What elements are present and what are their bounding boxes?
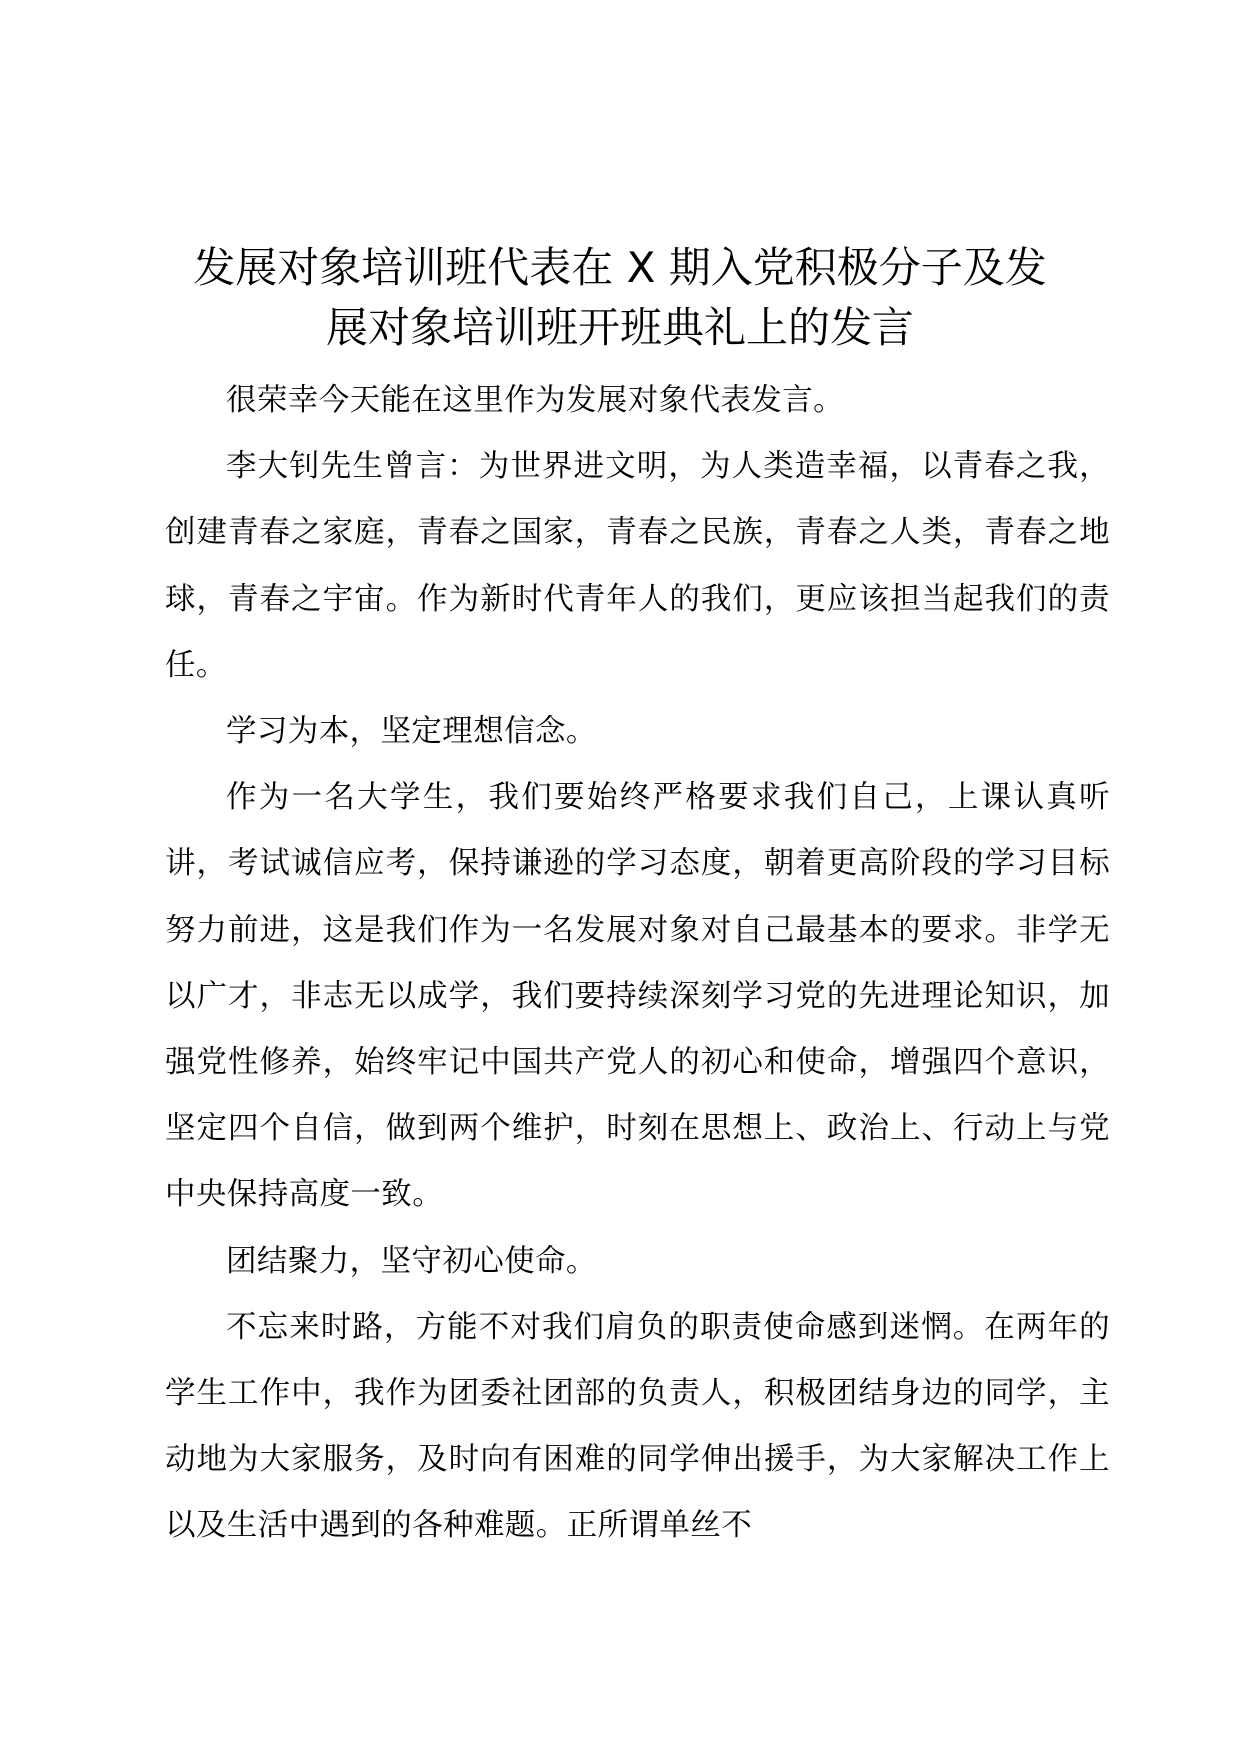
paragraph-study: 作为一名大学生，我们要始终严格要求我们自己，上课认真听讲，考试诚信应考，保持谦逊的学习态度，朝着更高阶段的学习目标努力前进，这是我们作为一名发展对象对自己最基本的要求。非学无以广才，非志无以成学，我们要持续深刻学习党的先进理论知识，加强党性修养，始终牢记中国共产党人的初心和使命，增强四个意识，坚定四个自信，做到两个维护，时刻在思想上、政治上、行动上与党中央保持高度一致。	[165, 780, 1110, 1213]
document-title	[150, 238, 1090, 358]
title-line-1: 发展对象培训班代表在 X 期入党积极分子及发	[193, 243, 1047, 292]
paragraph-heading-study: 学习为本，坚定理想信念。	[226, 714, 597, 750]
paragraph-opening: 很荣幸今天能在这里作为发展对象代表发言。	[226, 383, 844, 418]
paragraph-heading-unity: 团结聚力，坚守初心使命。	[226, 1243, 597, 1279]
document-body	[165, 368, 1110, 1560]
paragraph-quote: 李大钊先生曾言：为世界进文明，为人类造幸福，以青春之我，创建青春之家庭，青春之国家，青春之民族，青春之人类，青春之地球，青春之宇宙。作为新时代青年人的我们，更应该担当起我们的责任。	[165, 449, 1110, 683]
title-line-2: 展对象培训班开班典礼上的发言	[325, 303, 914, 352]
paragraph-unity: 不忘来时路，方能不对我们肩负的职责使命感到迷惘。在两年的学生工作中，我作为团委社团部的负责人，积极团结身边的同学，主动地为大家服务，及时向有困难的同学伸出援手，为大家解决工作上以及生活中遇到的各种难题。正所谓单丝不	[165, 1309, 1110, 1544]
